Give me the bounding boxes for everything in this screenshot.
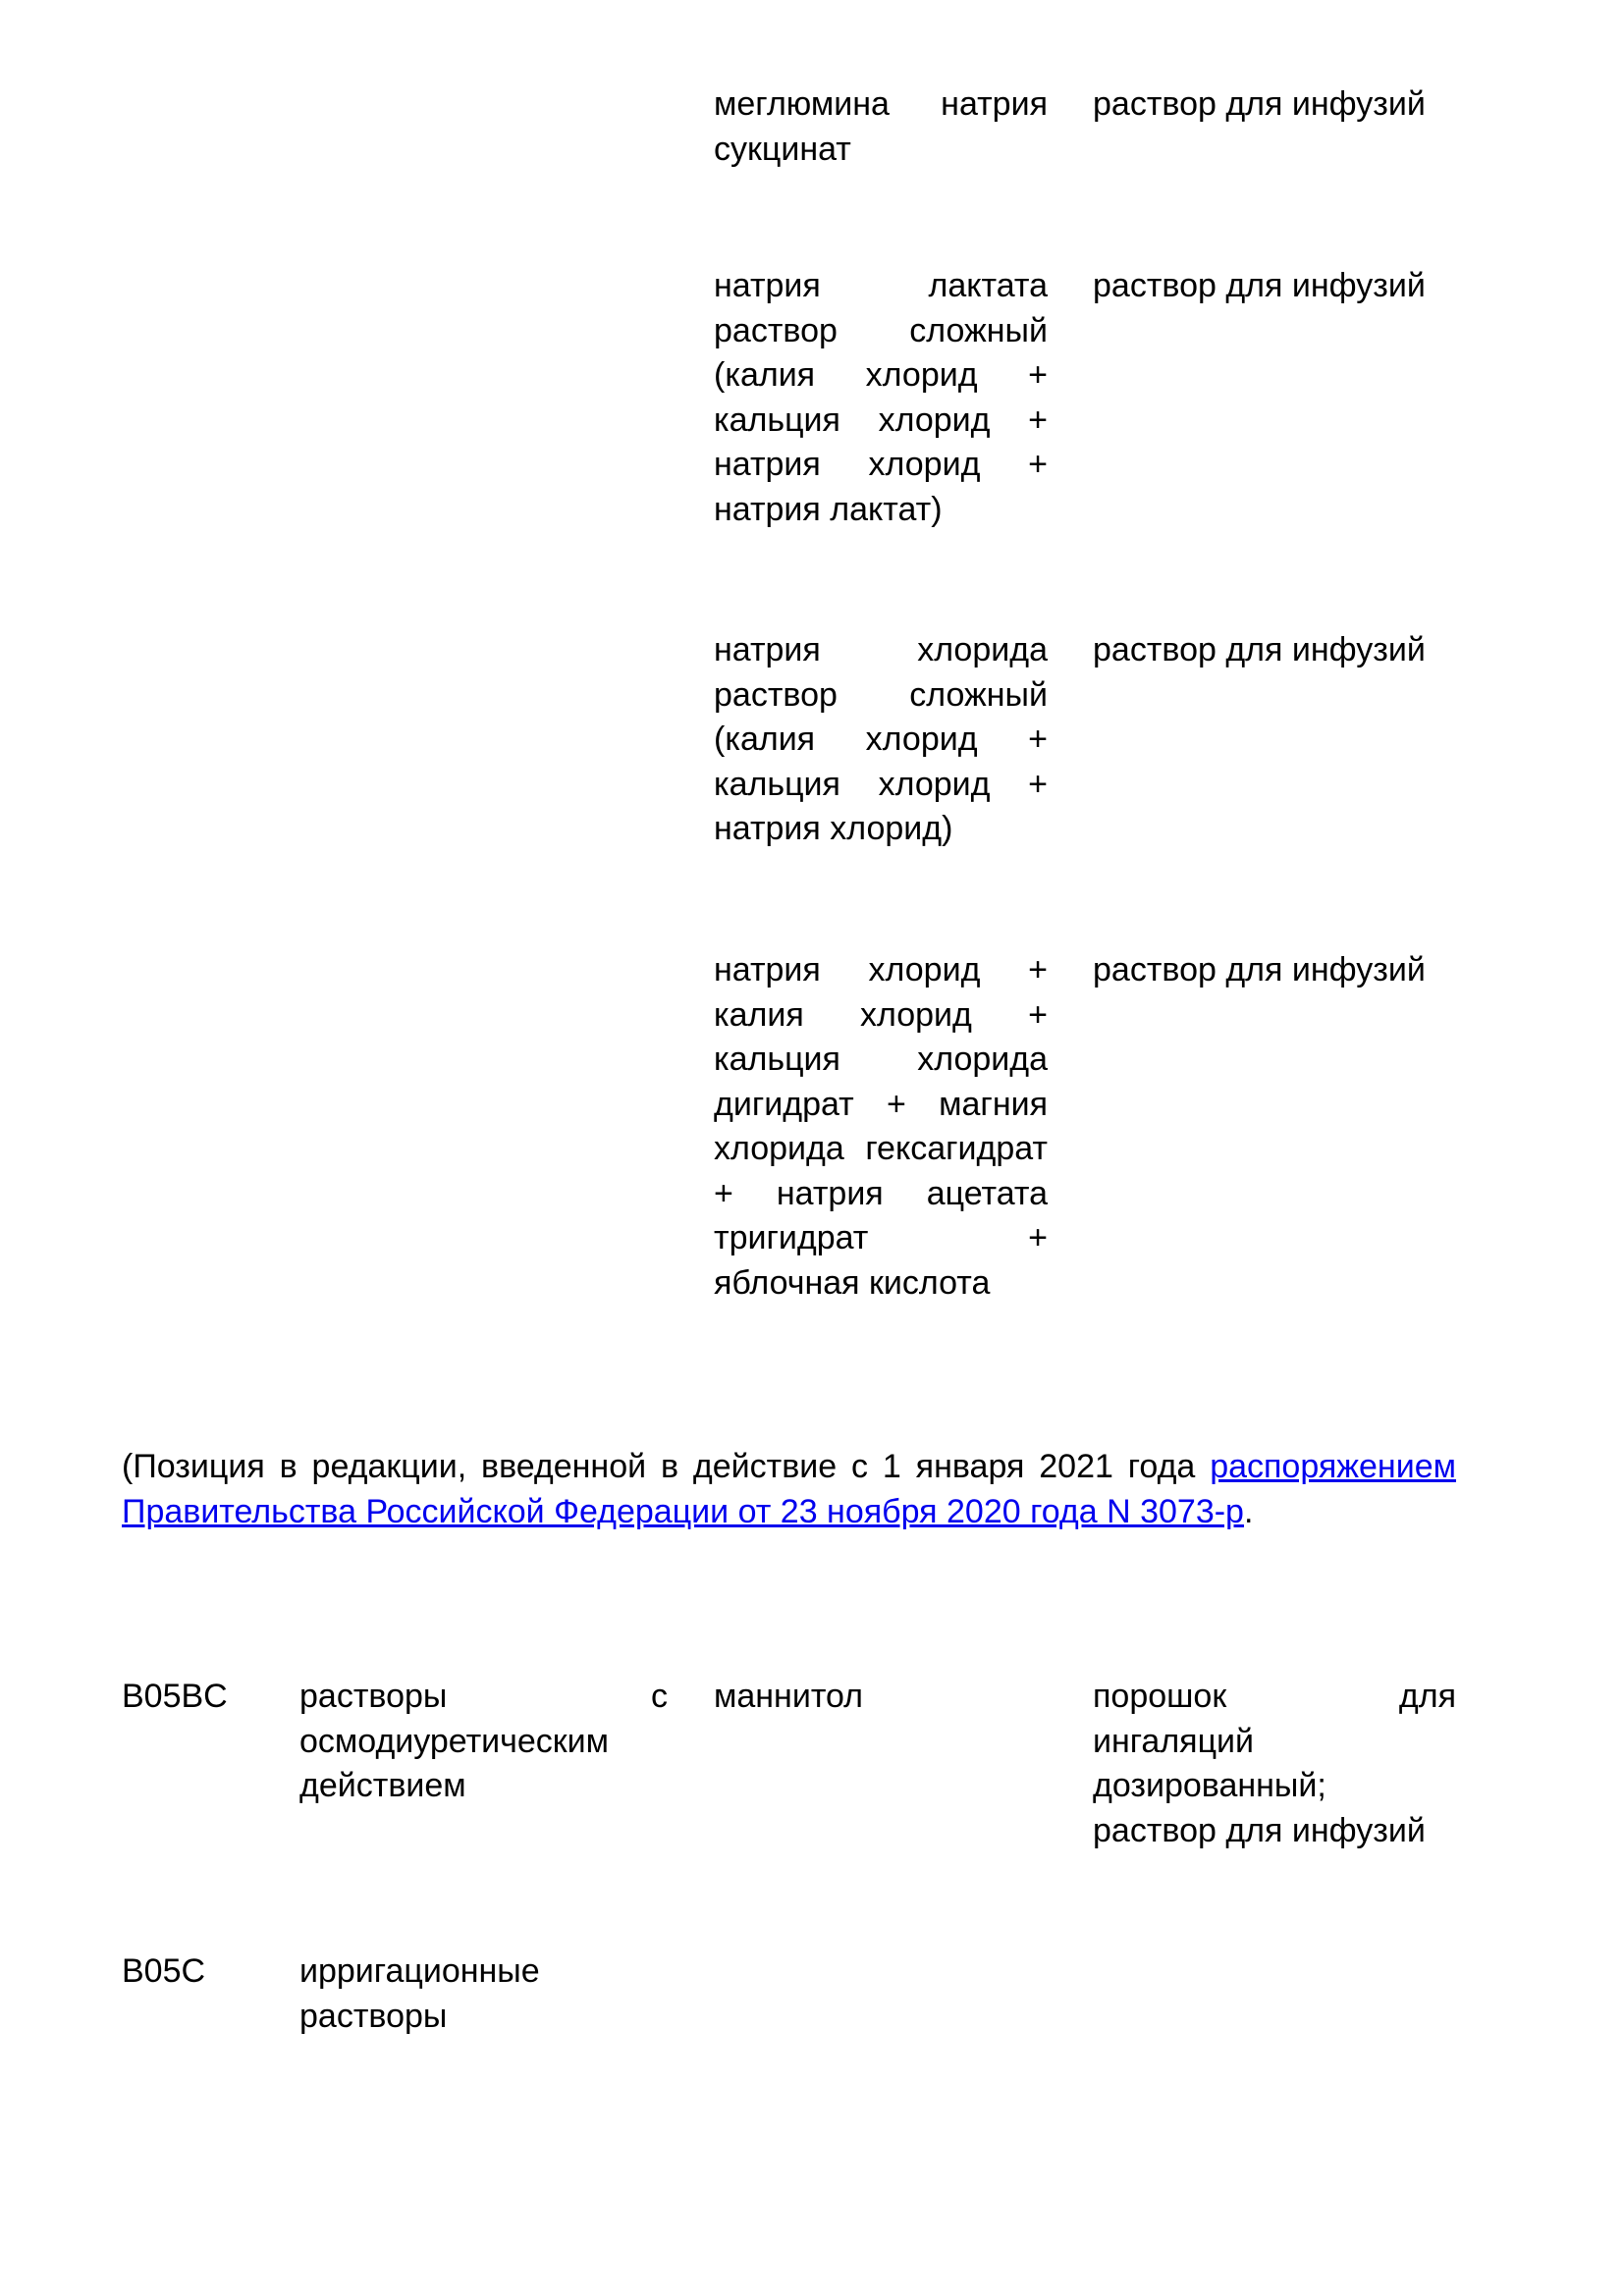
dosage-form: раствор для инфузий: [1093, 85, 1426, 123]
dosage-form: раствор для инфузий: [1093, 267, 1426, 304]
drug-name: натрия хлорид + калия хлорид + кальция хлорида дигидрат + магния хлорида гексагидрат + натрия ацетата тригидрат + яблочная кислота: [714, 951, 1048, 1302]
dosage-form: раствор для инфузий: [1093, 631, 1426, 668]
atc-group: ирригационные растворы: [299, 1952, 540, 2035]
dosage-form-line: раствор для инфузий: [1093, 1811, 1426, 1849]
atc-code: B05BC: [122, 1678, 228, 1715]
drug-name: натрия хлорида раствор сложный (калия хлорид + кальция хлорид + натрия хлорид): [714, 631, 1048, 847]
revision-note: [122, 1445, 1456, 1534]
drug-name: натрия лактата раствор сложный (калия хлорид + кальция хлорид + натрия хлорид + натрия лактат): [714, 267, 1048, 528]
dosage-form: раствор для инфузий: [1093, 951, 1426, 988]
atc-code: B05C: [122, 1952, 206, 1990]
regulation-link[interactable]: распоряжением Правительства Российской Федерации от 23 ноября 2020 года N 3073-р: [122, 1448, 1456, 1530]
dosage-form: [1093, 1675, 1456, 1853]
atc-group: растворы с осмодиуретическим действием: [299, 1678, 668, 1804]
note-suffix: .: [1243, 1492, 1254, 1530]
drug-name: маннитол: [714, 1678, 864, 1715]
note-prefix: (Позиция в редакции, введенной в действие с 1 января 2021 года: [122, 1448, 1211, 1485]
dosage-form-line: порошок для ингаляций дозированный;: [1093, 1678, 1456, 1804]
drug-name: меглюмина натрия сукцинат: [714, 85, 1048, 168]
